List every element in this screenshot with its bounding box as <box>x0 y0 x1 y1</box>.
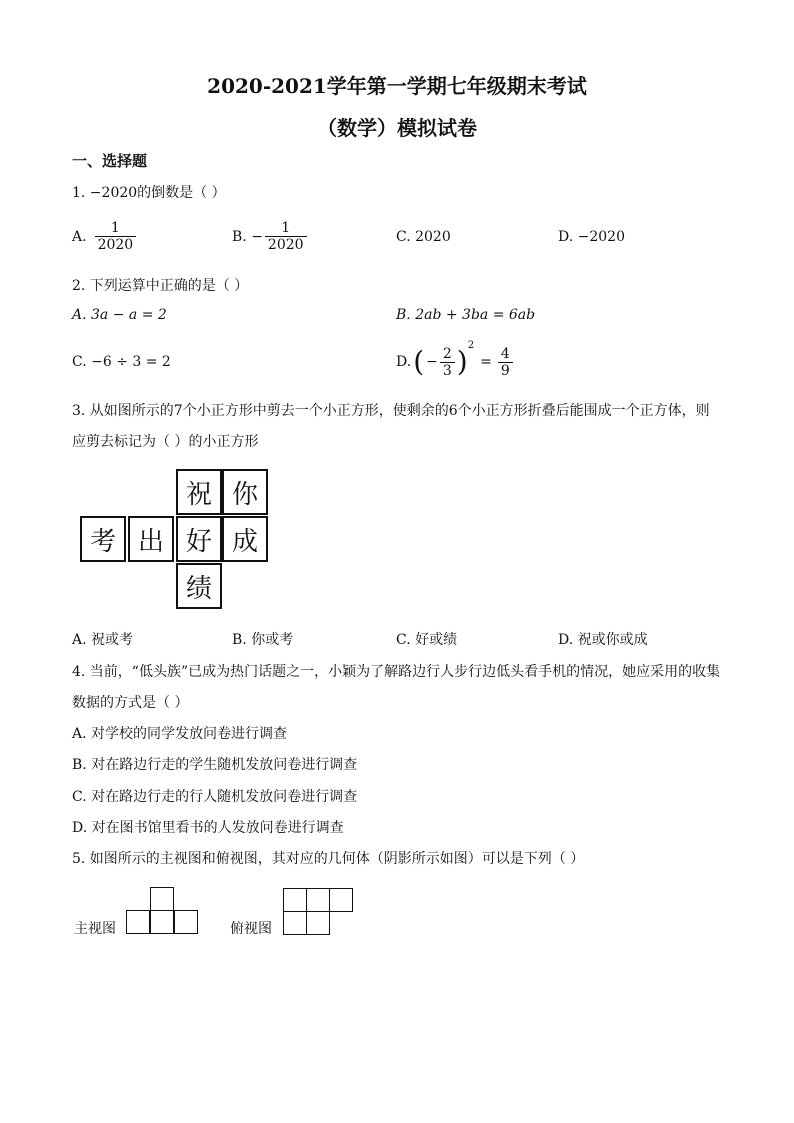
front-view-square <box>126 910 150 934</box>
net-cell-hao: 好 <box>176 516 222 562</box>
q3-option-d: D. 祝或你或成 <box>558 632 648 648</box>
q4-option-c: C. 对在路边行走的行人随机发放问卷进行调查 <box>72 789 358 805</box>
q2-d-lparen: ( <box>413 345 425 378</box>
top-view-square <box>283 888 307 912</box>
q4-option-a: A. 对学校的同学发放问卷进行调查 <box>72 726 288 742</box>
q2-d-minus: − <box>426 354 438 370</box>
q2-d-exponent: 2 <box>467 340 475 351</box>
front-view-square <box>150 887 174 911</box>
q1-a-fraction <box>95 220 137 253</box>
q1-b-label: B. − <box>232 228 263 245</box>
front-view-label: 主视图 <box>74 921 116 937</box>
section-heading: 一、选择题 <box>72 152 148 170</box>
q4-option-b: B. 对在路边行走的学生随机发放问卷进行调查 <box>72 757 358 773</box>
q2-d-rparen: ) <box>456 345 468 378</box>
q2-option-d <box>396 340 513 384</box>
q2-d-fraction <box>440 346 455 379</box>
front-view-square <box>174 910 198 934</box>
q1-option-b <box>232 220 307 253</box>
q3-option-c: C. 好或绩 <box>396 632 458 648</box>
q2-d-den: 3 <box>440 362 455 379</box>
q2-d-rden: 9 <box>498 362 513 379</box>
q3-option-b: B. 你或考 <box>232 632 294 648</box>
q4-option-d: D. 对在图书馆里看书的人发放问卷进行调查 <box>72 820 344 836</box>
q1-stem: 1. −2020的倒数是（ ） <box>72 185 226 201</box>
q1-a-den: 2020 <box>95 236 137 253</box>
q1-option-c: C. 2020 <box>396 229 451 245</box>
net-cell-cheng: 成 <box>222 516 268 562</box>
q2-option-c: C. −6 ÷ 3 = 2 <box>72 354 171 370</box>
q2-d-num: 2 <box>442 345 452 362</box>
q2-d-rnum: 4 <box>500 345 510 362</box>
exam-title: 2020-2021学年第一学期七年级期末考试 <box>207 74 587 98</box>
q5-stem: 5. 如图所示的主视图和俯视图，其对应的几何体（阴影所示如图）可以是下列（ ） <box>72 851 585 867</box>
q2-stem: 2. 下列运算中正确的是（ ） <box>72 278 249 294</box>
net-cell-ni: 你 <box>222 469 268 515</box>
top-view-square <box>306 911 330 935</box>
q1-b-fraction <box>265 220 307 253</box>
q3-option-a: A. 祝或考 <box>72 632 134 648</box>
q2-d-result <box>498 346 513 379</box>
q1-option-d: D. −2020 <box>558 229 625 245</box>
net-cell-kao: 考 <box>80 516 126 562</box>
front-view-square <box>150 910 174 934</box>
q2-option-a: A. 3a − a = 2 <box>72 307 167 323</box>
q1-a-num: 1 <box>110 220 120 236</box>
top-view-square <box>283 911 307 935</box>
top-view-label: 俯视图 <box>230 921 272 937</box>
q3-stem-line1: 3. 从如图所示的7个小正方形中剪去一个小正方形，使剩余的6个小正方形折叠后能围成一个正方体，则 <box>72 403 710 419</box>
q1-b-den: 2020 <box>265 236 307 253</box>
q4-stem-line1: 4. 当前，“低头族”已成为热门话题之一，小颖为了解路边行人步行边低头看手机的情况，她应采用的收集 <box>72 664 721 680</box>
q2-option-b: B. 2ab + 3ba = 6ab <box>396 307 536 323</box>
q3-stem-line2: 应剪去标记为（ ）的小正方形 <box>72 434 259 450</box>
net-cell-ji: 绩 <box>176 563 222 609</box>
top-view-square <box>306 888 330 912</box>
q1-a-label: A. <box>72 228 87 245</box>
exam-subtitle: （数学）模拟试卷 <box>317 116 477 140</box>
q2-d-equals: = <box>480 354 492 370</box>
net-cell-chu: 出 <box>128 516 174 562</box>
q1-b-num: 1 <box>281 220 291 236</box>
net-cell-zhu: 祝 <box>176 469 222 515</box>
top-view-square <box>329 888 353 912</box>
q1-option-a <box>72 220 136 253</box>
q2-d-label: D. <box>396 354 412 370</box>
q4-stem-line2: 数据的方式是（ ） <box>72 695 189 711</box>
